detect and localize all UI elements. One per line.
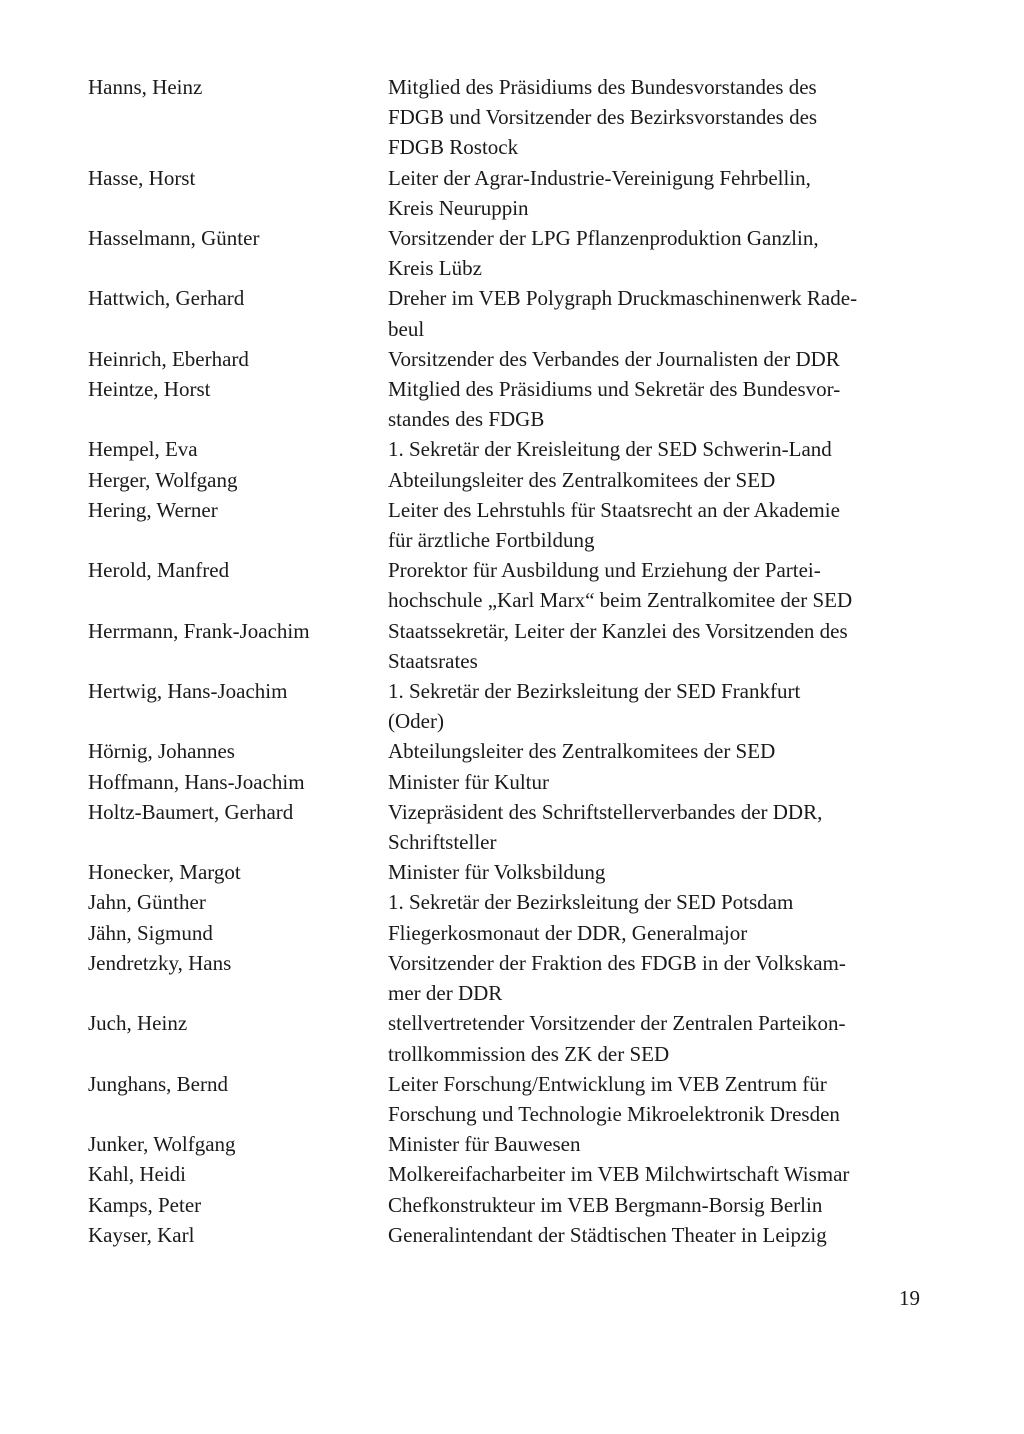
person-role: Leiter des Lehrstuhls für Staatsrecht an der Akademie für ärztliche Fortbildung (388, 497, 840, 553)
person-name: Kayser, Karl (88, 1222, 195, 1247)
person-role: Abteilungsleiter des Zentralkomitees der SED (388, 467, 776, 492)
person-name: Jähn, Sigmund (88, 920, 213, 945)
person-name: Hörnig, Johannes (88, 739, 235, 764)
person-role: Leiter der Agrar-Industrie-Vereinigung Fehrbellin, Kreis Neuruppin (388, 165, 811, 220)
list-item (88, 948, 928, 1008)
person-role: Dreher im VEB Polygraph Druckmaschinenwerk Rade- beul (388, 286, 858, 341)
person-role: Mitglied des Präsidiums des Bundesvorstandes des FDGB und Vorsitzender des Bezirksvorstandes des FDGB Rostock (388, 75, 818, 160)
person-role: Mitglied des Präsidiums und Sekretär des Bundesvor- standes des FDGB (388, 377, 841, 432)
person-name: Heinrich, Eberhard (88, 346, 249, 371)
person-role: 1. Sekretär der Bezirksleitung der SED Potsdam (388, 890, 794, 915)
list-item (88, 434, 928, 464)
person-role: Vorsitzender des Verbandes der Journalisten der DDR (388, 346, 840, 371)
list-item (88, 163, 928, 223)
person-role: Leiter Forschung/Entwicklung im VEB Zentrum für Forschung und Technologie Mikroelektronik Dresden (388, 1071, 840, 1126)
list-item (88, 223, 928, 283)
person-role: Minister für Bauwesen (388, 1132, 581, 1157)
person-name: Heintze, Horst (88, 377, 211, 402)
person-name: Honecker, Margot (88, 860, 241, 885)
person-role: Abteilungsleiter des Zentralkomitees der SED (388, 739, 776, 764)
list-item (88, 1220, 928, 1250)
person-name: Herger, Wolfgang (88, 467, 238, 492)
list-item (88, 1008, 928, 1068)
person-role: Molkereifacharbeiter im VEB Milchwirtschaft Wismar (388, 1162, 850, 1187)
person-role: stellvertretender Vorsitzender der Zentralen Parteikon- trollkommission des ZK der SED (388, 1011, 846, 1066)
list-item (88, 283, 928, 343)
person-name: Jendretzky, Hans (88, 950, 232, 975)
person-name: Hertwig, Hans-Joachim (88, 679, 288, 704)
list-item (88, 797, 928, 857)
person-role: Chefkonstrukteur im VEB Bergmann-Borsig Berlin (388, 1192, 823, 1217)
list-item (88, 1129, 928, 1159)
person-name: Junker, Wolfgang (88, 1132, 236, 1157)
person-role: 1. Sekretär der Kreisleitung der SED Schwerin-Land (388, 437, 832, 462)
list-item (88, 1190, 928, 1220)
person-name: Herrmann, Frank-Joachim (88, 618, 310, 643)
list-item (88, 736, 928, 766)
list-item (88, 344, 928, 374)
person-role: Fliegerkosmonaut der DDR, Generalmajor (388, 920, 748, 945)
person-name: Hasselmann, Günter (88, 226, 260, 251)
person-role: Vorsitzender der LPG Pflanzenproduktion Ganzlin, Kreis Lübz (388, 226, 819, 281)
person-name: Hempel, Eva (88, 437, 198, 462)
person-role: Minister für Volksbildung (388, 860, 606, 885)
person-role: Vorsitzender der Fraktion des FDGB in der Volkskam- mer der DDR (388, 950, 846, 1006)
list-item (88, 767, 928, 797)
person-name: Hoffmann, Hans-Joachim (88, 769, 305, 794)
person-role: Staatssekretär, Leiter der Kanzlei des Vorsitzenden des Staatsrates (388, 618, 848, 673)
list-item (88, 616, 928, 676)
person-role: Generalintendant der Städtischen Theater in Leipzig (388, 1222, 827, 1247)
person-name: Hasse, Horst (88, 165, 196, 190)
list-item (88, 72, 928, 163)
person-name: Hanns, Heinz (88, 75, 203, 99)
list-item (88, 857, 928, 887)
list-item (88, 374, 928, 434)
person-name: Hattwich, Gerhard (88, 286, 245, 311)
list-item (88, 676, 928, 736)
person-role: Vizepräsident des Schriftstellerverbandes der DDR, Schriftsteller (388, 799, 823, 855)
page-number: 19 (899, 1286, 920, 1310)
person-name: Hering, Werner (88, 497, 218, 522)
person-role: Minister für Kultur (388, 769, 549, 794)
list-item (88, 1159, 928, 1189)
person-name: Herold, Manfred (88, 558, 230, 583)
list-item (88, 555, 928, 615)
person-name: Jahn, Günther (88, 890, 206, 915)
list-item (88, 465, 928, 495)
person-name: Junghans, Bernd (88, 1071, 228, 1096)
person-name: Juch, Heinz (88, 1011, 188, 1036)
person-name: Kahl, Heidi (88, 1162, 186, 1187)
list-item (88, 887, 928, 917)
list-item (88, 495, 928, 555)
person-role: 1. Sekretär der Bezirksleitung der SED Frankfurt (Oder) (388, 679, 801, 734)
person-name: Holtz-Baumert, Gerhard (88, 799, 294, 824)
person-name: Kamps, Peter (88, 1192, 202, 1217)
member-list (88, 72, 928, 1250)
list-item (88, 1069, 928, 1129)
list-item (88, 918, 928, 948)
person-role: Prorektor für Ausbildung und Erziehung der Partei- hochschule „Karl Marx“ beim Zentralkomitee der SED (388, 558, 853, 613)
